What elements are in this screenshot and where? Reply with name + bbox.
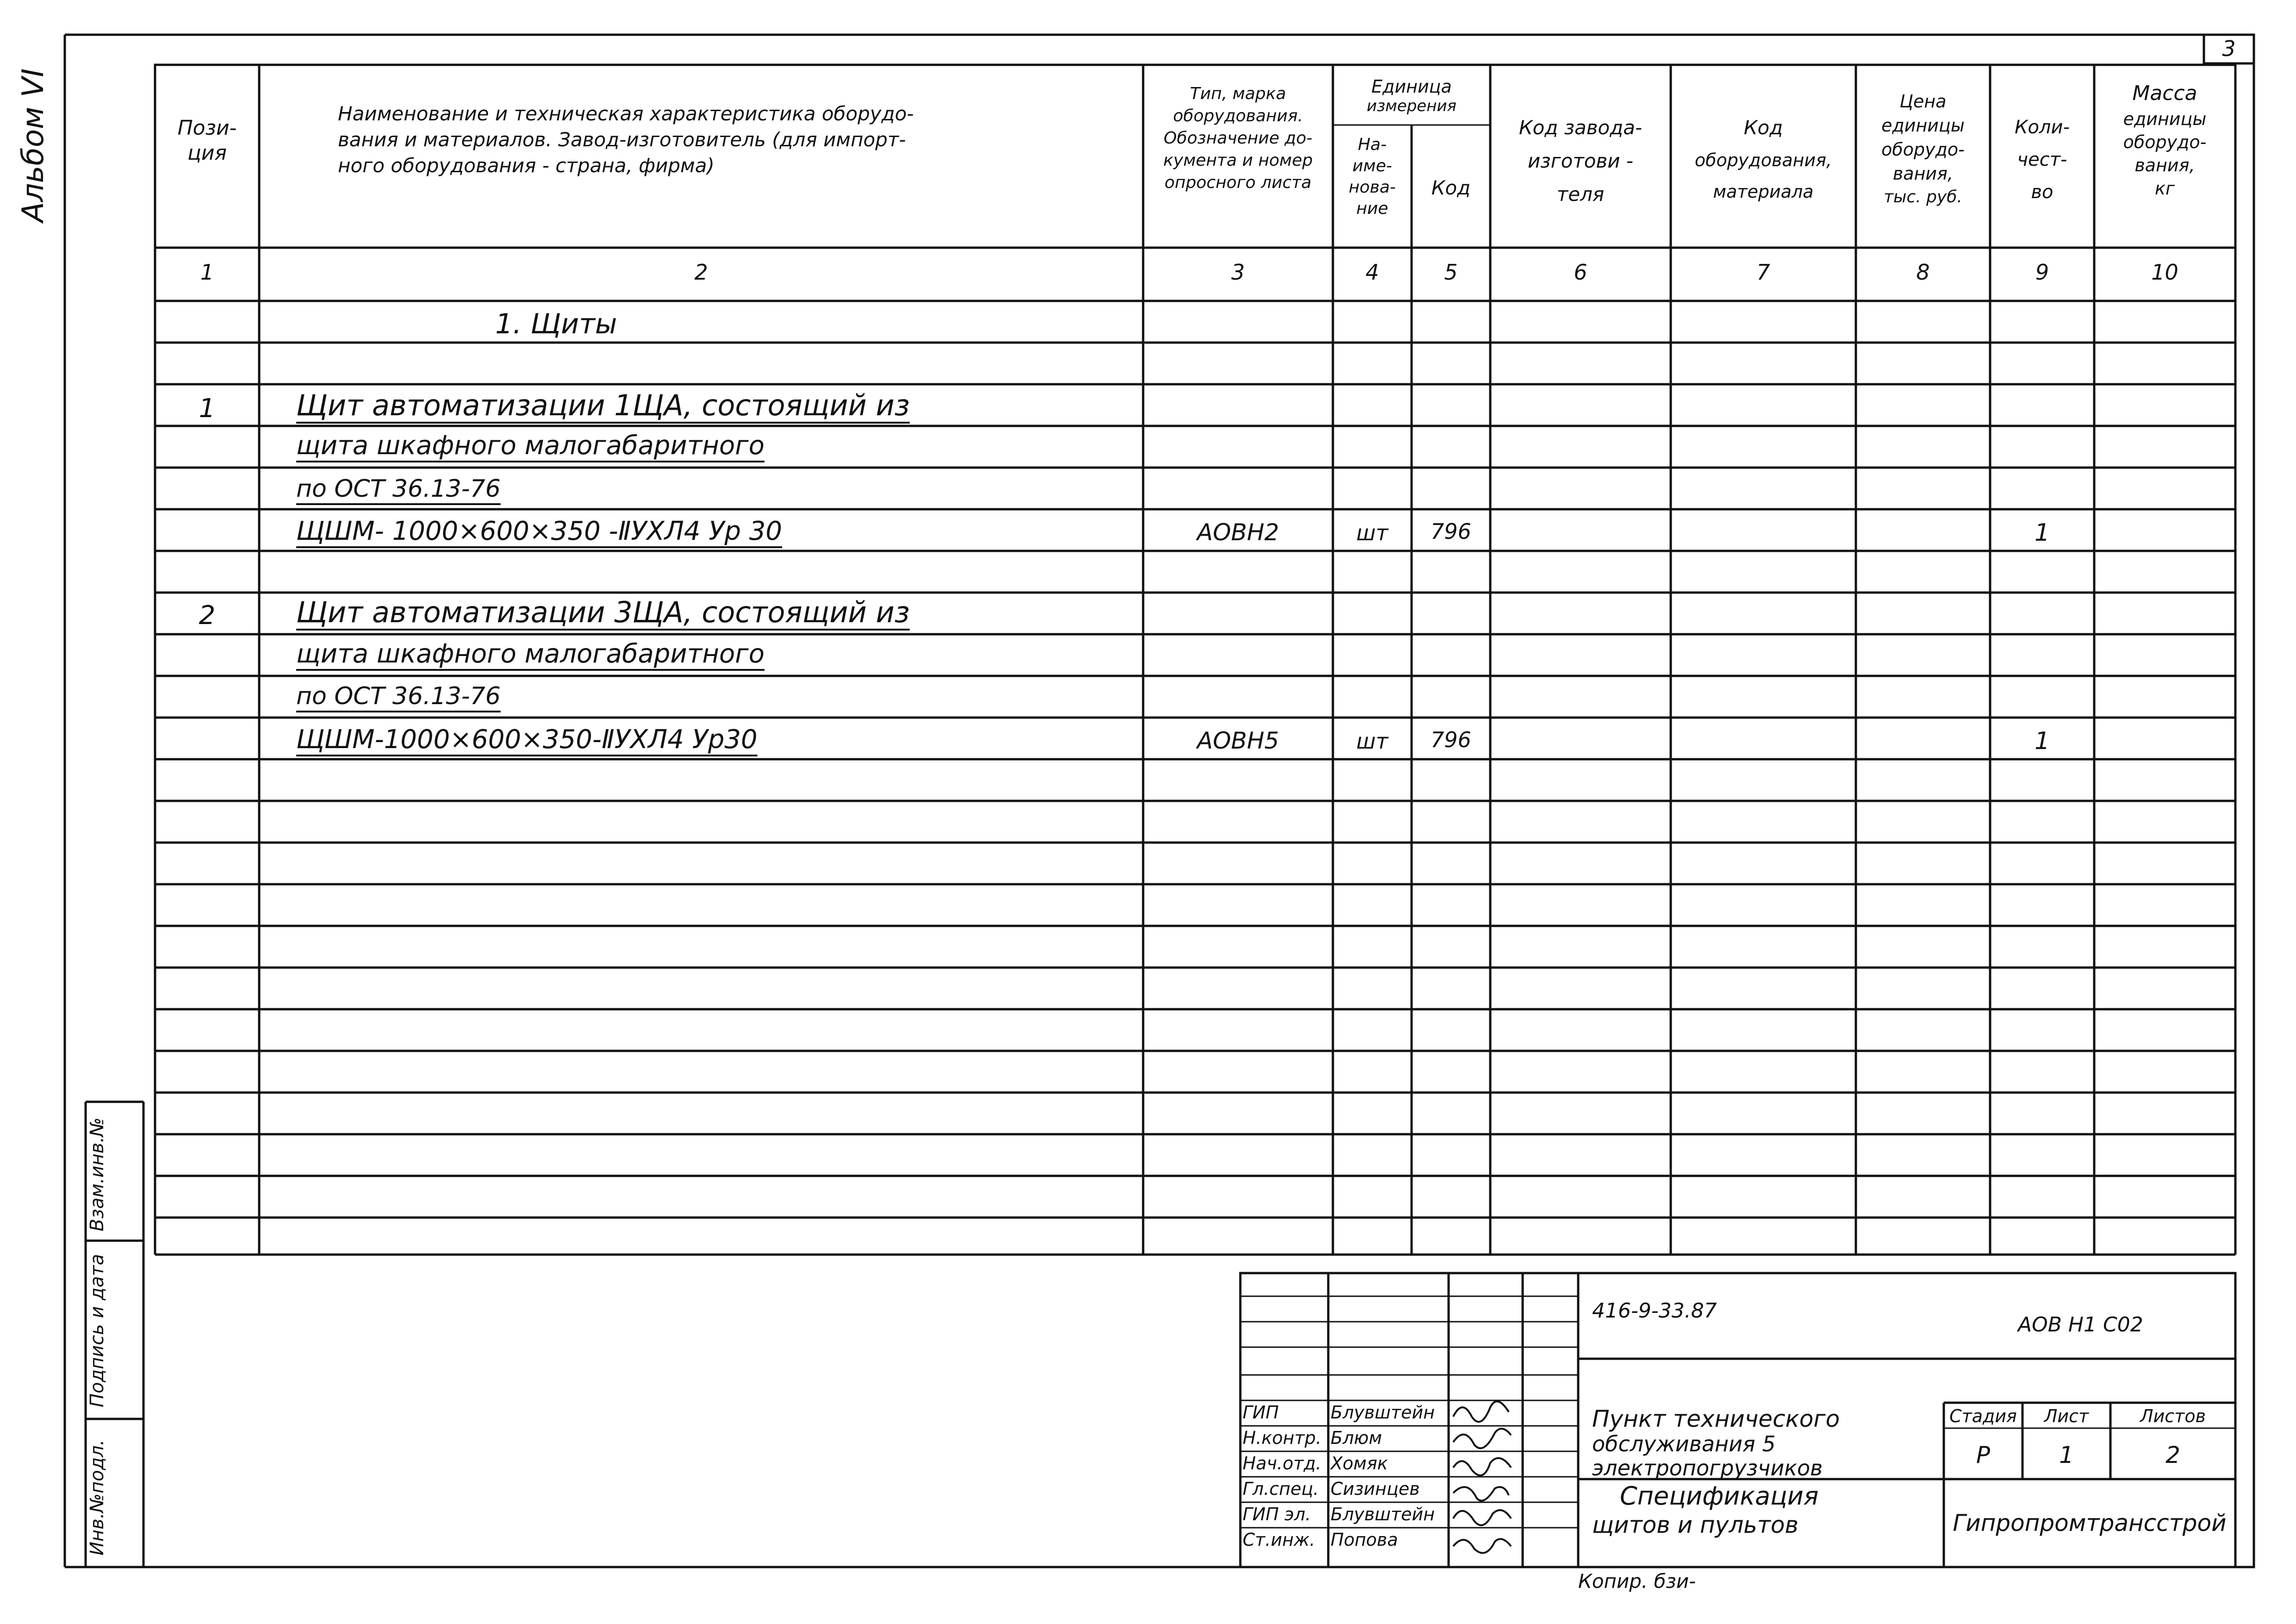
header-unit-line1: Единица <box>1371 76 1452 97</box>
item-1-code: 796 <box>1431 519 1471 544</box>
role-4: ГИП эл. <box>1243 1504 1311 1524</box>
header-col2-line3: ного оборудования - страна, фирма) <box>338 154 715 177</box>
col-number-6: 6 <box>1574 260 1587 285</box>
header-col9-line1: Коли- <box>2015 117 2070 138</box>
header-col4-line1: На- <box>1357 135 1387 154</box>
header-col1-line2: ция <box>187 141 227 165</box>
section-title: 1. Щиты <box>495 308 617 340</box>
header-col9-line2: чест- <box>2017 149 2067 170</box>
item-2-line-3: по ОСТ 36.13-76 <box>296 682 501 710</box>
object-name-line2: обслуживания 5 <box>1592 1431 1776 1456</box>
col-number-10: 10 <box>2151 260 2178 285</box>
header-unit-line2: измерения <box>1366 97 1457 115</box>
header-col3-line3: Обозначение до- <box>1164 129 1313 148</box>
item-2-quantity: 1 <box>2034 727 2050 755</box>
item-2-unit: шт <box>1356 729 1388 754</box>
role-3: Гл.спец. <box>1243 1479 1319 1499</box>
header-col-equipment-code <box>1671 118 1856 200</box>
col-number-3: 3 <box>1231 260 1245 285</box>
item-2-line-4: ЩШМ-1000×600×350-ⅡУХЛ4 Ур30 <box>296 725 758 755</box>
header-col3-line2: оборудования. <box>1173 106 1303 125</box>
item-2-position: 2 <box>199 600 216 631</box>
doc-code: 416-9-33.87 <box>1592 1299 1717 1323</box>
stage-value: Р <box>1976 1442 1991 1468</box>
header-col8-line4: вания, <box>1892 163 1954 184</box>
header-col10-line3: оборудо- <box>2123 132 2207 152</box>
sheet-value: 1 <box>2059 1442 2074 1468</box>
person-1: Блюм <box>1331 1428 1382 1448</box>
person-5: Попова <box>1331 1530 1398 1550</box>
document-name <box>1592 1481 1819 1538</box>
title-block-names <box>1331 1404 1435 1556</box>
role-2: Нач.отд. <box>1243 1453 1322 1474</box>
object-name <box>1592 1407 1840 1479</box>
header-col-unit-name <box>1333 137 1412 217</box>
col-number-2: 2 <box>694 260 708 285</box>
stamp-label-inventory: Инв.№подл. <box>87 1439 108 1555</box>
role-5: Ст.инж. <box>1243 1530 1315 1550</box>
header-col7-line1: Код <box>1743 116 1783 139</box>
title-block-roles <box>1243 1404 1321 1556</box>
col-number-7: 7 <box>1756 260 1770 285</box>
item-1-quantity: 1 <box>2034 519 2050 547</box>
header-col-price <box>1856 93 1990 206</box>
header-col6-line1: Код завода- <box>1518 116 1643 139</box>
header-col3-line1: Тип, марка <box>1190 84 1286 103</box>
item-2-line-2: щита шкафного малогабаритного <box>296 639 765 669</box>
header-col10-line4: вания, <box>2134 155 2195 175</box>
header-col-type <box>1144 86 1332 191</box>
header-col4-line4: ние <box>1356 199 1388 218</box>
header-col-unit-code: Код <box>1431 176 1471 199</box>
sheet-corner-number: 3 <box>2222 36 2236 61</box>
album-side-label: Альбом VI <box>16 68 50 222</box>
role-1: Н.контр. <box>1243 1428 1322 1448</box>
header-col7-line3: материала <box>1713 181 1814 202</box>
person-0: Блувштейн <box>1331 1402 1435 1423</box>
object-name-line3: электропогрузчиков <box>1592 1455 1823 1480</box>
item-1-type: АОВН2 <box>1197 519 1279 546</box>
person-4: Блувштейн <box>1331 1504 1435 1524</box>
item-1-line-4: ЩШМ- 1000×600×350 -ⅡУХЛ4 Ур 30 <box>296 516 782 546</box>
header-col-position <box>155 118 259 163</box>
item-1-position: 1 <box>199 394 216 424</box>
header-col8-line3: оборудо- <box>1881 139 1965 160</box>
object-name-line1: Пункт технического <box>1592 1405 1840 1432</box>
sheets-value: 2 <box>2165 1442 2180 1468</box>
header-col10-line5: кг <box>2155 178 2175 199</box>
copied-note: Копир. бзи- <box>1578 1570 1696 1593</box>
header-col-mass <box>2094 83 2235 197</box>
header-col8-line5: тыс. руб. <box>1884 187 1962 206</box>
drawing-code: АОВ Н1 С02 <box>2018 1313 2143 1337</box>
header-col2-line1: Наименование и техническая характеристика оборудо- <box>338 102 914 125</box>
header-col7-line2: оборудования, <box>1694 150 1832 170</box>
stamp-label-replacement: Взам.инв.№ <box>87 1117 108 1231</box>
header-col4-line3: нова- <box>1349 178 1396 197</box>
person-3: Сизинцев <box>1331 1479 1420 1499</box>
stage-label: Стадия <box>1949 1406 2017 1426</box>
doc-name-line1: Спецификация <box>1620 1481 1819 1511</box>
col-number-4: 4 <box>1365 260 1379 285</box>
header-col10-line2: единицы <box>2123 109 2207 129</box>
col-number-8: 8 <box>1916 260 1930 285</box>
header-col4-line2: име- <box>1352 156 1392 175</box>
header-col10-line1: Масса <box>2132 81 2197 105</box>
role-0: ГИП <box>1243 1402 1279 1423</box>
header-col3-line5: опросного листа <box>1164 173 1312 192</box>
header-col-name <box>338 104 914 175</box>
col-number-9: 9 <box>2035 260 2049 285</box>
header-col-quantity <box>1990 118 2094 201</box>
item-1-line-2: щита шкафного малогабаритного <box>296 431 765 461</box>
doc-name-line2: щитов и пультов <box>1592 1512 1798 1538</box>
item-1-line-3: по ОСТ 36.13-76 <box>296 475 501 503</box>
item-2-type: АОВН5 <box>1197 727 1279 754</box>
header-col8-line1: Цена <box>1899 91 1947 112</box>
sheet-label: Лист <box>2044 1406 2089 1426</box>
stamp-label-signature-date: Подпись и дата <box>87 1254 108 1407</box>
person-2: Хомяк <box>1331 1453 1388 1474</box>
header-col6-line3: теля <box>1556 183 1605 206</box>
header-col8-line2: единицы <box>1881 115 1965 136</box>
sheets-label: Листов <box>2140 1406 2206 1426</box>
header-col9-line3: во <box>2031 181 2053 203</box>
header-col2-line2: вания и материалов. Завод-изготовитель (для импорт- <box>338 128 906 151</box>
item-2-line-1: Щит автоматизации 3ЩА, состоящий из <box>296 595 910 629</box>
header-unit-group <box>1333 78 1490 114</box>
item-1-unit: шт <box>1356 520 1388 545</box>
col-number-1: 1 <box>200 260 214 285</box>
header-col1-line1: Пози- <box>177 116 237 140</box>
item-1-line-1: Щит автоматизации 1ЩА, состоящий из <box>296 388 910 422</box>
organization-name: Гипропромтрансстрой <box>1953 1510 2227 1537</box>
item-2-code: 796 <box>1431 727 1471 752</box>
col-number-5: 5 <box>1444 260 1458 285</box>
header-col3-line4: кумента и номер <box>1163 151 1313 170</box>
header-col-factory-code <box>1490 118 1671 204</box>
header-col6-line2: изготови - <box>1527 150 1634 172</box>
